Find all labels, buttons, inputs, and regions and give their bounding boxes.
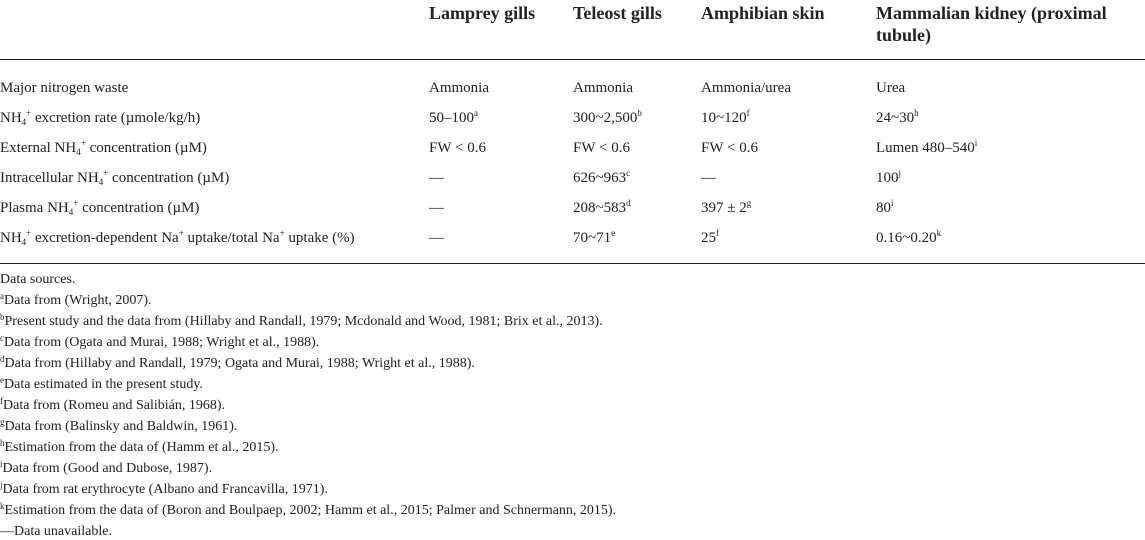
cell-teleost: 70~71e <box>573 228 616 246</box>
row-label: $NH_4^+$ excretion rate (µmole/kg/h) <box>0 108 201 127</box>
cell-lamprey: Ammonia <box>429 80 489 96</box>
cell-amphibian: — <box>701 170 716 186</box>
cell-mammalian: 0.16~0.20$^k$ <box>876 228 942 246</box>
footnote-item: $^h$Estimation from the data of (Hamm et al., 2015). <box>0 438 279 455</box>
row-label: External $NH_4^+$ concentration (µM) <box>0 138 207 157</box>
table-row <box>0 139 1145 169</box>
body-rule <box>0 263 1145 264</box>
cell-amphibian: 10~120$^f$ <box>701 108 750 126</box>
header-rule <box>0 59 1145 60</box>
footnote-item: $^a$Data from (Wright, 2007). <box>0 291 152 308</box>
cell-mammalian: 80$^i$ <box>876 198 894 216</box>
header-mammalian-kidney <box>876 2 1107 46</box>
cell-teleost: 300~2,500$^b$ <box>573 108 642 126</box>
cell-amphibian: $397 \pm 2^g$ <box>701 198 752 216</box>
footnote-item: $^c$Data from (Ogata and Murai, 1988; Wright et al., 1988). <box>0 333 320 350</box>
cell-teleost: Ammonia <box>573 80 633 96</box>
table-row <box>0 229 1145 259</box>
cell-teleost: FW < 0.6 <box>573 140 630 156</box>
footnote-item: $^e$Data estimated in the present study. <box>0 375 203 392</box>
cell-amphibian: 25$^f$ <box>701 228 719 246</box>
footnote-item: $^b$Present study and the data from (Hillaby and Randall, 1979; Mcdonald and Wood, 1981; Brix et al., 2013). <box>0 312 603 329</box>
footnote-unavailable: —Data unavailable. <box>0 524 112 539</box>
row-label: Major nitrogen waste <box>0 80 129 96</box>
footnote-item: $^k$Estimation from the data of (Boron and Boulpaep, 2002; Hamm et al., 2015; Palmer and Schnermann, 2015). <box>0 501 617 518</box>
row-label: $NH_4^+$ excretion-dependent Na+ uptake/total Na+ uptake (%) <box>0 228 355 247</box>
table-row <box>0 109 1145 139</box>
header-lamprey-gills: Lamprey gills <box>429 3 536 23</box>
cell-lamprey: — <box>429 230 444 246</box>
header-teleost-gills: Teleost gills <box>573 3 662 23</box>
cell-mammalian: 100$^j$ <box>876 168 902 186</box>
table-row <box>0 199 1145 229</box>
cell-teleost: 208~583$^d$ <box>573 198 631 216</box>
header-amphibian-skin: Amphibian skin <box>701 3 825 23</box>
row-label: Plasma $NH_4^+$ concentration (µM) <box>0 198 200 217</box>
footnote-item: $^d$Data from (Hillaby and Randall, 1979; Ogata and Murai, 1988; Wright et al., 1988). <box>0 354 475 371</box>
table-row <box>0 169 1145 199</box>
cell-teleost: 626~963$^c$ <box>573 168 631 186</box>
cell-lamprey: — <box>429 170 444 186</box>
cell-lamprey: — <box>429 200 444 216</box>
cell-mammalian: 24~30$^h$ <box>876 108 919 126</box>
header-mammalian-kidney-line2: tubule) <box>876 25 932 45</box>
header-mammalian-kidney-line1: Mammalian kidney (proximal <box>876 3 1107 23</box>
footnote-item: $^i$Data from (Good and Dubose, 1987). <box>0 459 213 476</box>
footnote-item: $^f$Data from (Romeu and Salibián, 1968). <box>0 396 226 413</box>
table-row <box>0 79 1145 109</box>
cell-amphibian: Ammonia/urea <box>701 80 791 96</box>
cell-lamprey: FW < 0.6 <box>429 140 486 156</box>
row-label: Intracellular $NH_4^+$ concentration (µM) <box>0 168 230 187</box>
cell-amphibian: FW < 0.6 <box>701 140 758 156</box>
cell-mammalian: Lumen 480–540$^i$ <box>876 138 978 156</box>
cell-mammalian: Urea <box>876 80 906 96</box>
footnote-item: $^g$Data from (Balinsky and Baldwin, 1961). <box>0 417 238 434</box>
footnote-item: $^j$Data from rat erythrocyte (Albano and Francavilla, 1971). <box>0 480 328 497</box>
cell-lamprey: 50–100$^a$ <box>429 108 478 126</box>
footnote-intro: Data sources. <box>0 272 76 287</box>
